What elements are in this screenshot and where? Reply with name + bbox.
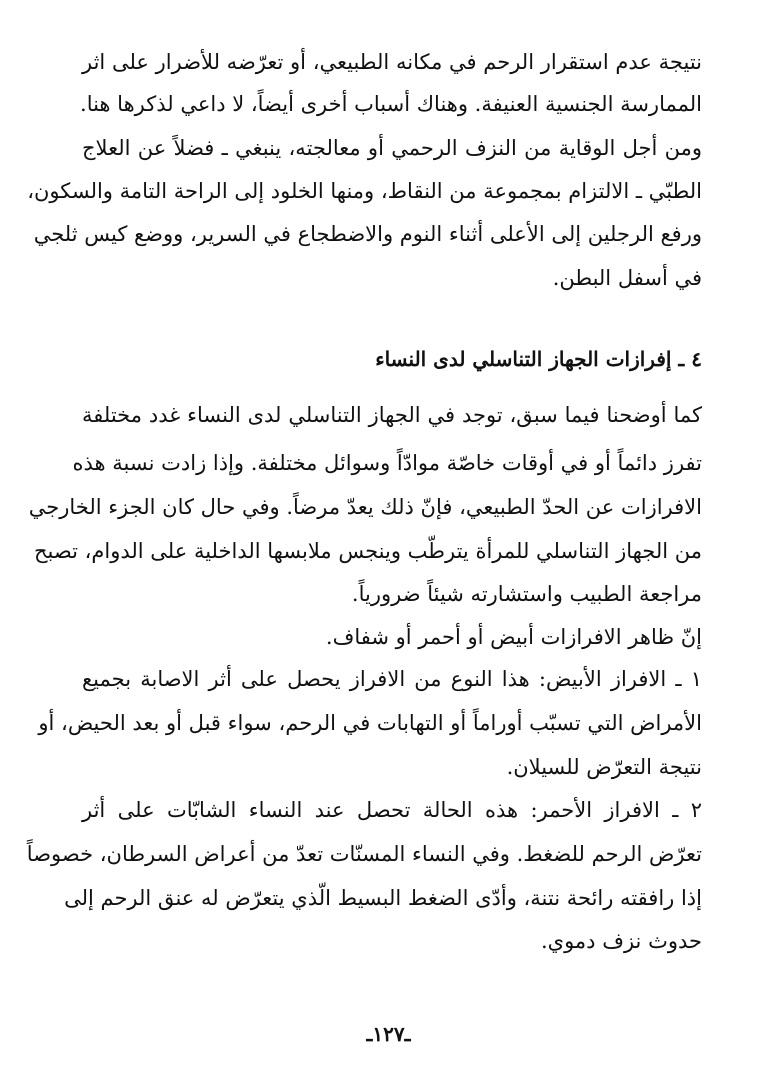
- text-line: كما أوضحنا فيما سبق، توجد في الجهاز التناسلي لدى النساء غدد مختلفة: [82, 403, 702, 427]
- section-heading: ٤ ـ إفرازات الجهاز التناسلي لدى النساء: [375, 347, 702, 371]
- page-number: ـ١٢٧ـ: [366, 1022, 411, 1046]
- text-line: نتيجة التعرّض للسيلان.: [506, 755, 702, 779]
- text-line: الافرازات عن الحدّ الطبيعي، فإنّ ذلك يعدّ مرضاً. وفي حال كان الجزء الخارجي: [28, 495, 702, 519]
- text-line: ومن أجل الوقاية من النزف الرحمي أو معالجته، ينبغي ـ فضلاً عن العلاج: [82, 136, 702, 160]
- text-line: مراجعة الطبيب واستشارته شيئاً ضرورياً.: [351, 582, 702, 606]
- text-line: ورفع الرجلين إلى الأعلى أثناء النوم والاضطجاع في السرير، ووضع كيس ثلجي: [33, 222, 702, 246]
- text-line: في أسفل البطن.: [552, 266, 702, 290]
- text-line: ١ ـ الافراز الأبيض: هذا النوع من الافراز يحصل على أثر الاصابة بجميع: [82, 667, 702, 691]
- text-line: تفرز دائماً أو في أوقات خاصّة موادّاً وسوائل مختلفة. وإذا زادت نسبة هذه: [72, 451, 702, 475]
- text-line: الطبّي ـ الالتزام بمجموعة من النقاط، ومنها الخلود إلى الراحة التامة والسكون،: [27, 179, 702, 203]
- text-line: نتيجة عدم استقرار الرحم في مكانه الطبيعي، أو تعرّضه للأضرار على اثر: [82, 50, 702, 74]
- text-line: إذا رافقته رائحة نتنة، وأدّى الضغط البسيط الّذي يتعرّض له عنق الرحم إلى: [64, 886, 702, 910]
- text-line: من الجهاز التناسلي للمرأة يترطّب وينجس ملابسها الداخلية على الدوام، تصبح: [33, 539, 702, 563]
- text-line: ٢ ـ الافراز الأحمر: هذه الحالة تحصل عند النساء الشابّات على أثر: [82, 798, 702, 822]
- text-line: حدوث نزف دموي.: [540, 929, 702, 953]
- text-line: الأمراض التي تسبّب أوراماً أو التهابات في الرحم، سواء قبل أو بعد الحيض، أو: [38, 711, 702, 735]
- text-line: إنّ ظاهر الافرازات أبيض أو أحمر أو شفاف.: [325, 625, 702, 649]
- text-line: تعرّض الرحم للضغط. وفي النساء المسنّات تعدّ من أعراض السرطان، خصوصاً: [26, 842, 702, 866]
- text-line: الممارسة الجنسية العنيفة. وهناك أسباب أخرى أيضاً، لا داعي لذكرها هنا.: [80, 92, 702, 116]
